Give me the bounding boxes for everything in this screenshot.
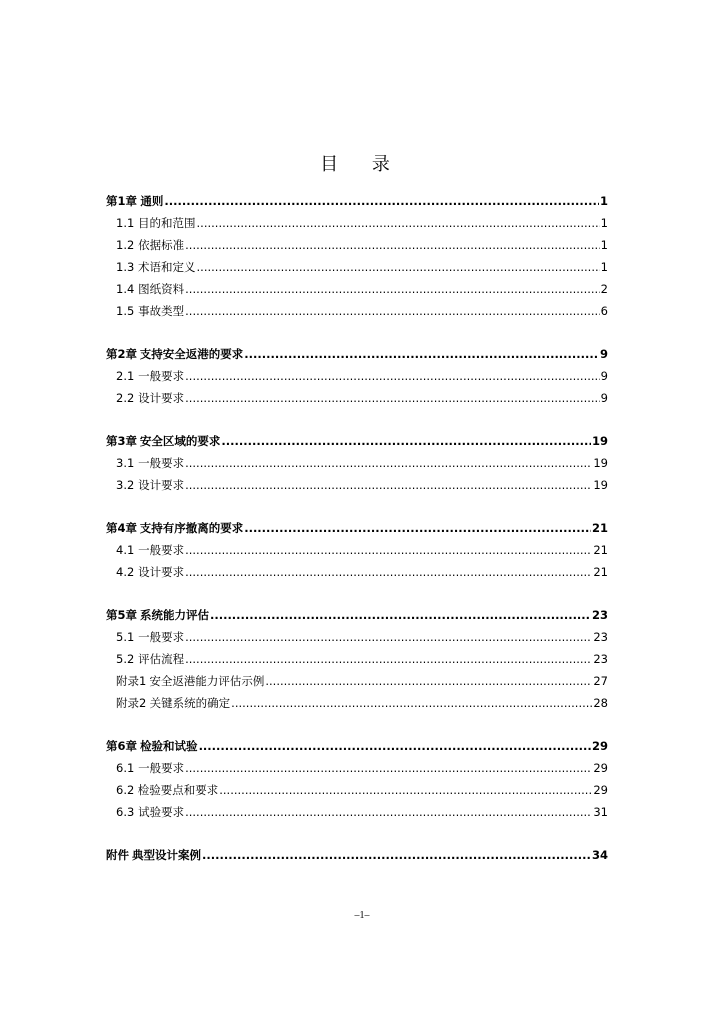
toc-entry-page-number: 1: [600, 238, 608, 252]
toc-entry-label: 目的和范围: [138, 216, 196, 230]
toc-dot-leader: [185, 565, 592, 579]
toc-section-entry[interactable]: [106, 760, 608, 782]
toc-entry-number: 附录2: [116, 696, 147, 710]
toc-entry-number: 3.1: [116, 456, 135, 470]
toc-entry-page-number: 9: [599, 347, 608, 361]
toc-entry-page-number: 23: [593, 652, 608, 666]
toc-entry-label: 系统能力评估: [139, 608, 209, 622]
toc-dot-leader: [185, 652, 592, 666]
toc-entry-page-number: 1: [599, 194, 608, 208]
toc-dot-leader: [185, 456, 592, 470]
toc-entry-number: 第4章: [106, 521, 138, 535]
toc-dot-leader: [164, 194, 599, 208]
toc-entry-number: 第3章: [106, 434, 138, 448]
toc-entry-label: 事故类型: [138, 304, 185, 318]
toc-entry-page-number: 21: [591, 521, 608, 535]
toc-entry-number: 3.2: [116, 478, 135, 492]
toc-group-spacer: [106, 586, 608, 607]
toc-section-entry[interactable]: [106, 782, 608, 804]
toc-chapter-entry[interactable]: [106, 520, 608, 542]
toc-entry-label: 依据标准: [138, 238, 185, 252]
toc-entry-page-number: 34: [591, 848, 608, 862]
toc-section-entry[interactable]: [106, 215, 608, 237]
toc-entry-page-number: 21: [593, 543, 608, 557]
toc-entry-page-number: 9: [600, 391, 608, 405]
toc-group-spacer: [106, 412, 608, 433]
toc-section-entry[interactable]: [106, 477, 608, 499]
toc-section-entry[interactable]: [106, 303, 608, 325]
toc-section-entry[interactable]: [106, 651, 608, 673]
toc-entry-label: 安全区域的要求: [139, 434, 221, 448]
toc-dot-leader: [244, 347, 599, 361]
toc-group-spacer: [106, 499, 608, 520]
page-number-footer: –1–: [354, 910, 370, 921]
toc-entry-number: 附录1: [116, 674, 147, 688]
toc-entry-number: 第1章: [106, 194, 138, 208]
toc-entry-number: 5.2: [116, 652, 135, 666]
toc-section-entry[interactable]: [106, 455, 608, 477]
toc-section-entry[interactable]: [106, 673, 608, 695]
toc-entry-label: 一般要求: [138, 761, 185, 775]
toc-entry-number: 4.2: [116, 565, 135, 579]
toc-section-entry[interactable]: [106, 629, 608, 651]
toc-entry-page-number: 31: [593, 805, 608, 819]
toc-entry-number: 1.1: [116, 216, 135, 230]
toc-entry-label: 检验和试验: [140, 739, 198, 753]
toc-dot-leader: [219, 783, 592, 797]
toc-dot-leader: [185, 478, 592, 492]
toc-entry-label: 典型设计案例: [132, 848, 202, 862]
toc-dot-leader: [185, 282, 600, 296]
toc-section-entry[interactable]: [106, 542, 608, 564]
toc-entry-page-number: 27: [593, 674, 608, 688]
toc-entry-page-number: 28: [593, 696, 608, 710]
toc-dot-leader: [231, 696, 592, 710]
toc-dot-leader: [244, 521, 591, 535]
toc-chapter-entry[interactable]: [106, 847, 608, 869]
toc-entry-label: 关键系统的确定: [149, 696, 231, 710]
toc-entry-label: 评估流程: [138, 652, 185, 666]
table-of-contents: [106, 193, 608, 869]
toc-chapter-entry[interactable]: [106, 193, 608, 215]
toc-dot-leader: [197, 260, 600, 274]
toc-section-entry[interactable]: [106, 390, 608, 412]
toc-entry-label: 安全返港能力评估示例: [149, 674, 265, 688]
toc-section-entry[interactable]: [106, 564, 608, 586]
toc-entry-number: 第5章: [106, 608, 138, 622]
toc-entry-page-number: 29: [593, 761, 608, 775]
toc-entry-label: 检验要点和要求: [137, 783, 219, 797]
toc-entry-number: 2.1: [116, 369, 135, 383]
toc-entry-number: 6.2: [116, 783, 135, 797]
toc-dot-leader: [202, 848, 591, 862]
toc-section-entry[interactable]: [106, 695, 608, 717]
toc-entry-page-number: 19: [591, 434, 608, 448]
toc-entry-label: 设计要求: [138, 391, 185, 405]
toc-section-entry[interactable]: [106, 237, 608, 259]
toc-entry-label: 一般要求: [138, 369, 185, 383]
toc-entry-number: 附件: [106, 848, 129, 862]
toc-entry-number: 6.1: [116, 761, 135, 775]
toc-entry-label: 支持有序撤离的要求: [139, 521, 244, 535]
toc-entry-label: 一般要求: [138, 543, 185, 557]
toc-chapter-entry[interactable]: [106, 433, 608, 455]
toc-dot-leader: [210, 608, 591, 622]
toc-entry-number: 1.2: [116, 238, 135, 252]
toc-entry-page-number: 29: [591, 739, 608, 753]
toc-dot-leader: [185, 805, 592, 819]
toc-entry-number: 第2章: [106, 347, 138, 361]
toc-dot-leader: [185, 304, 600, 318]
toc-entry-label: 支持安全返港的要求: [139, 347, 244, 361]
toc-entry-number: 1.3: [116, 260, 135, 274]
toc-chapter-entry[interactable]: [106, 346, 608, 368]
toc-entry-label: 图纸资料: [138, 282, 185, 296]
toc-dot-leader: [199, 739, 591, 753]
toc-section-entry[interactable]: [106, 259, 608, 281]
toc-dot-leader: [221, 434, 591, 448]
toc-entry-page-number: 19: [593, 456, 608, 470]
toc-entry-page-number: 19: [593, 478, 608, 492]
toc-dot-leader: [265, 674, 592, 688]
toc-entry-label: 试验要求: [138, 805, 185, 819]
toc-entry-page-number: 6: [600, 304, 608, 318]
toc-dot-leader: [185, 369, 600, 383]
toc-chapter-entry[interactable]: [106, 607, 608, 629]
toc-entry-number: 5.1: [116, 630, 135, 644]
toc-entry-number: 1.5: [116, 304, 135, 318]
toc-group-spacer: [106, 325, 608, 346]
toc-entry-label: 通则: [140, 194, 164, 208]
toc-entry-number: 2.2: [116, 391, 135, 405]
toc-entry-label: 一般要求: [138, 456, 185, 470]
toc-section-entry[interactable]: [106, 368, 608, 390]
toc-entry-page-number: 23: [591, 608, 608, 622]
toc-entry-page-number: 2: [600, 282, 608, 296]
toc-entry-page-number: 1: [600, 260, 608, 274]
toc-entry-number: 6.3: [116, 805, 135, 819]
toc-dot-leader: [185, 238, 600, 252]
toc-entry-page-number: 1: [600, 216, 608, 230]
toc-entry-number: 第6章: [106, 739, 138, 753]
toc-entry-page-number: 23: [593, 630, 608, 644]
toc-dot-leader: [185, 543, 592, 557]
toc-entry-label: 一般要求: [138, 630, 185, 644]
toc-entry-page-number: 21: [593, 565, 608, 579]
toc-dot-leader: [185, 630, 592, 644]
toc-entry-page-number: 29: [593, 783, 608, 797]
toc-entry-number: 1.4: [116, 282, 135, 296]
toc-entry-page-number: 9: [600, 369, 608, 383]
toc-dot-leader: [185, 761, 592, 775]
toc-entry-label: 设计要求: [138, 565, 185, 579]
toc-entry-number: 4.1: [116, 543, 135, 557]
toc-dot-leader: [197, 216, 600, 230]
toc-group-spacer: [106, 717, 608, 738]
page-title: 目 录: [320, 154, 404, 175]
toc-dot-leader: [185, 391, 600, 405]
toc-section-entry[interactable]: [106, 281, 608, 303]
toc-group-spacer: [106, 826, 608, 847]
toc-entry-label: 设计要求: [138, 478, 185, 492]
toc-entry-label: 术语和定义: [138, 260, 196, 274]
toc-section-entry[interactable]: [106, 804, 608, 826]
toc-chapter-entry[interactable]: [106, 738, 608, 760]
